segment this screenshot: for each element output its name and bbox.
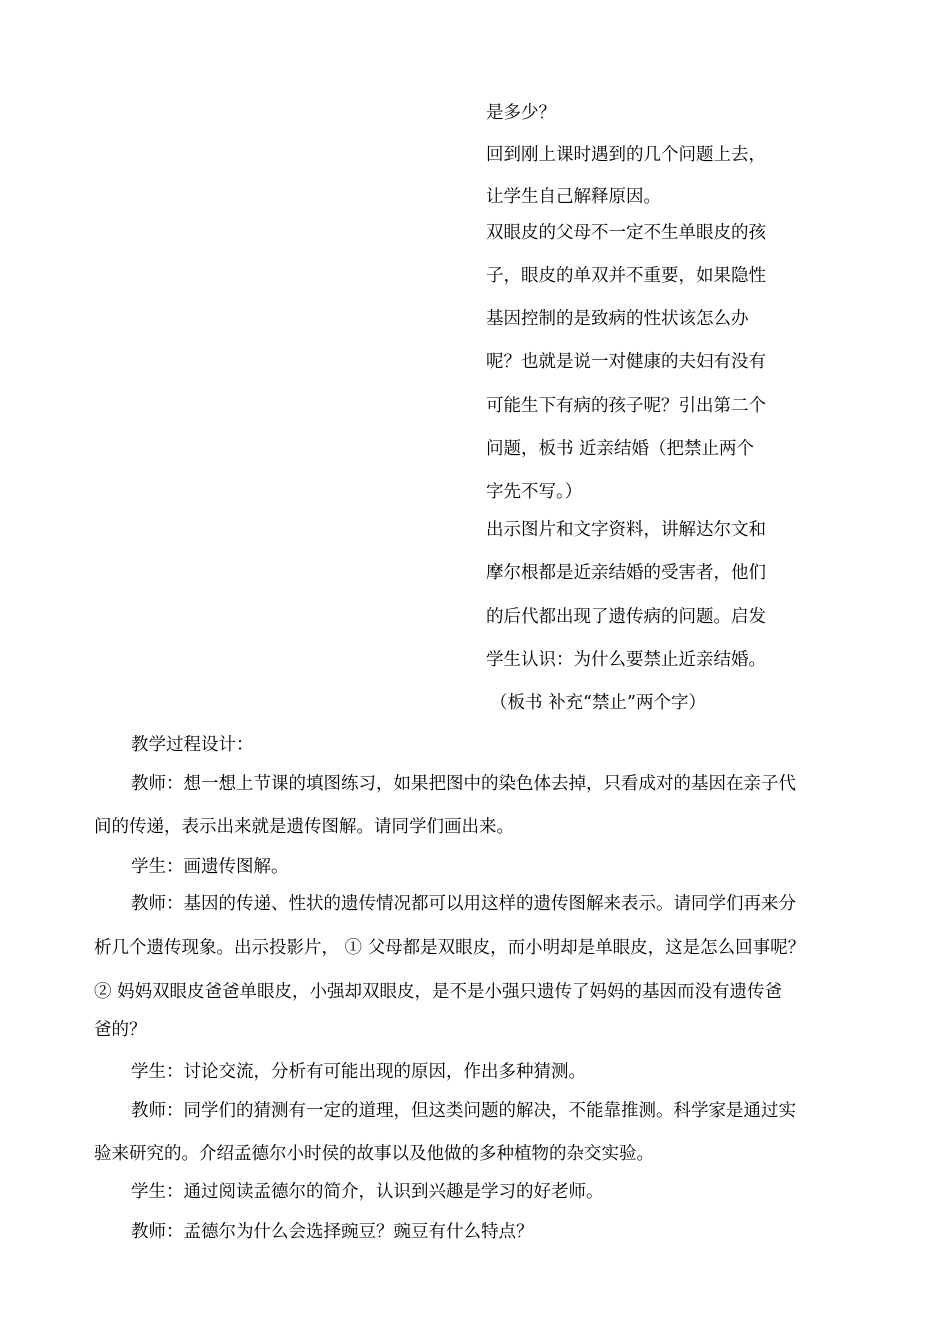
cell-line-10: 字先不写。） (486, 482, 583, 502)
cell-line-12: 摩尔根都是近亲结婚的受害者，他们 (486, 563, 766, 583)
cell-line-1: 是多少？ (486, 103, 556, 123)
body-line: 教师：想一想上节课的填图练习，如果把图中的染色体去掉，只看成对的基因在亲子代 (131, 774, 796, 794)
cell-line-5: 子，眼皮的单双并不重要，如果隐性 (486, 266, 766, 286)
cell-line-2: 回到刚上课时遇到的几个问题上去， (486, 145, 766, 165)
cell-line-6: 基因控制的是致病的性状该怎么办 (486, 309, 749, 329)
cell-line-8: 可能生下有病的孩子呢？引出第二个 (486, 396, 766, 416)
body-line: 验来研究的。介绍孟德尔小时侯的故事以及他做的多种植物的杂交实验。 (94, 1144, 654, 1164)
cell-line-7: 呢？也就是说一对健康的夫妇有没有 (486, 352, 766, 372)
cell-line-9: 问题，板书 近亲结婚（把禁止两个 (486, 439, 755, 459)
body-line: 教师：同学们的猜测有一定的道理，但这类问题的解决，不能靠推测。科学家是通过实 (131, 1101, 796, 1121)
body-line: 析几个遗传现象。出示投影片， ① 父母都是双眼皮，而小明却是单眼皮，这是怎么回事呢？ (94, 938, 806, 958)
cell-line-15: （板书 补充“禁止”两个字） (490, 693, 706, 713)
body-line: 教师：孟德尔为什么会选择豌豆？豌豆有什么特点？ (131, 1222, 534, 1242)
cell-line-13: 的后代都出现了遗传病的问题。启发 (486, 607, 766, 627)
cell-line-3: 让学生自己解释原因。 (486, 187, 661, 207)
body-line: ② 妈妈双眼皮爸爸单眼皮，小强却双眼皮，是不是小强只遗传了妈妈的基因而没有遗传爸 (94, 982, 783, 1002)
body-line: 学生：讨论交流，分析有可能出现的原因，作出多种猜测。 (131, 1062, 586, 1082)
cell-line-4: 双眼皮的父母不一定不生单眼皮的孩 (486, 223, 766, 243)
body-line: 爸的？ (94, 1020, 147, 1040)
body-line: 教学过程设计： (131, 735, 254, 755)
body-line: 间的传递，表示出来就是遗传图解。请同学们画出来。 (94, 817, 514, 837)
body-line: 教师：基因的传递、性状的遗传情况都可以用这样的遗传图解来表示。请同学们再来分 (131, 894, 796, 914)
cell-line-14: 学生认识：为什么要禁止近亲结婚。 (486, 650, 766, 670)
body-line: 学生：通过阅读孟德尔的简介，认识到兴趣是学习的好老师。 (131, 1182, 604, 1202)
cell-line-11: 出示图片和文字资料，讲解达尔文和 (486, 520, 766, 540)
body-line: 学生：画遗传图解。 (131, 857, 289, 877)
